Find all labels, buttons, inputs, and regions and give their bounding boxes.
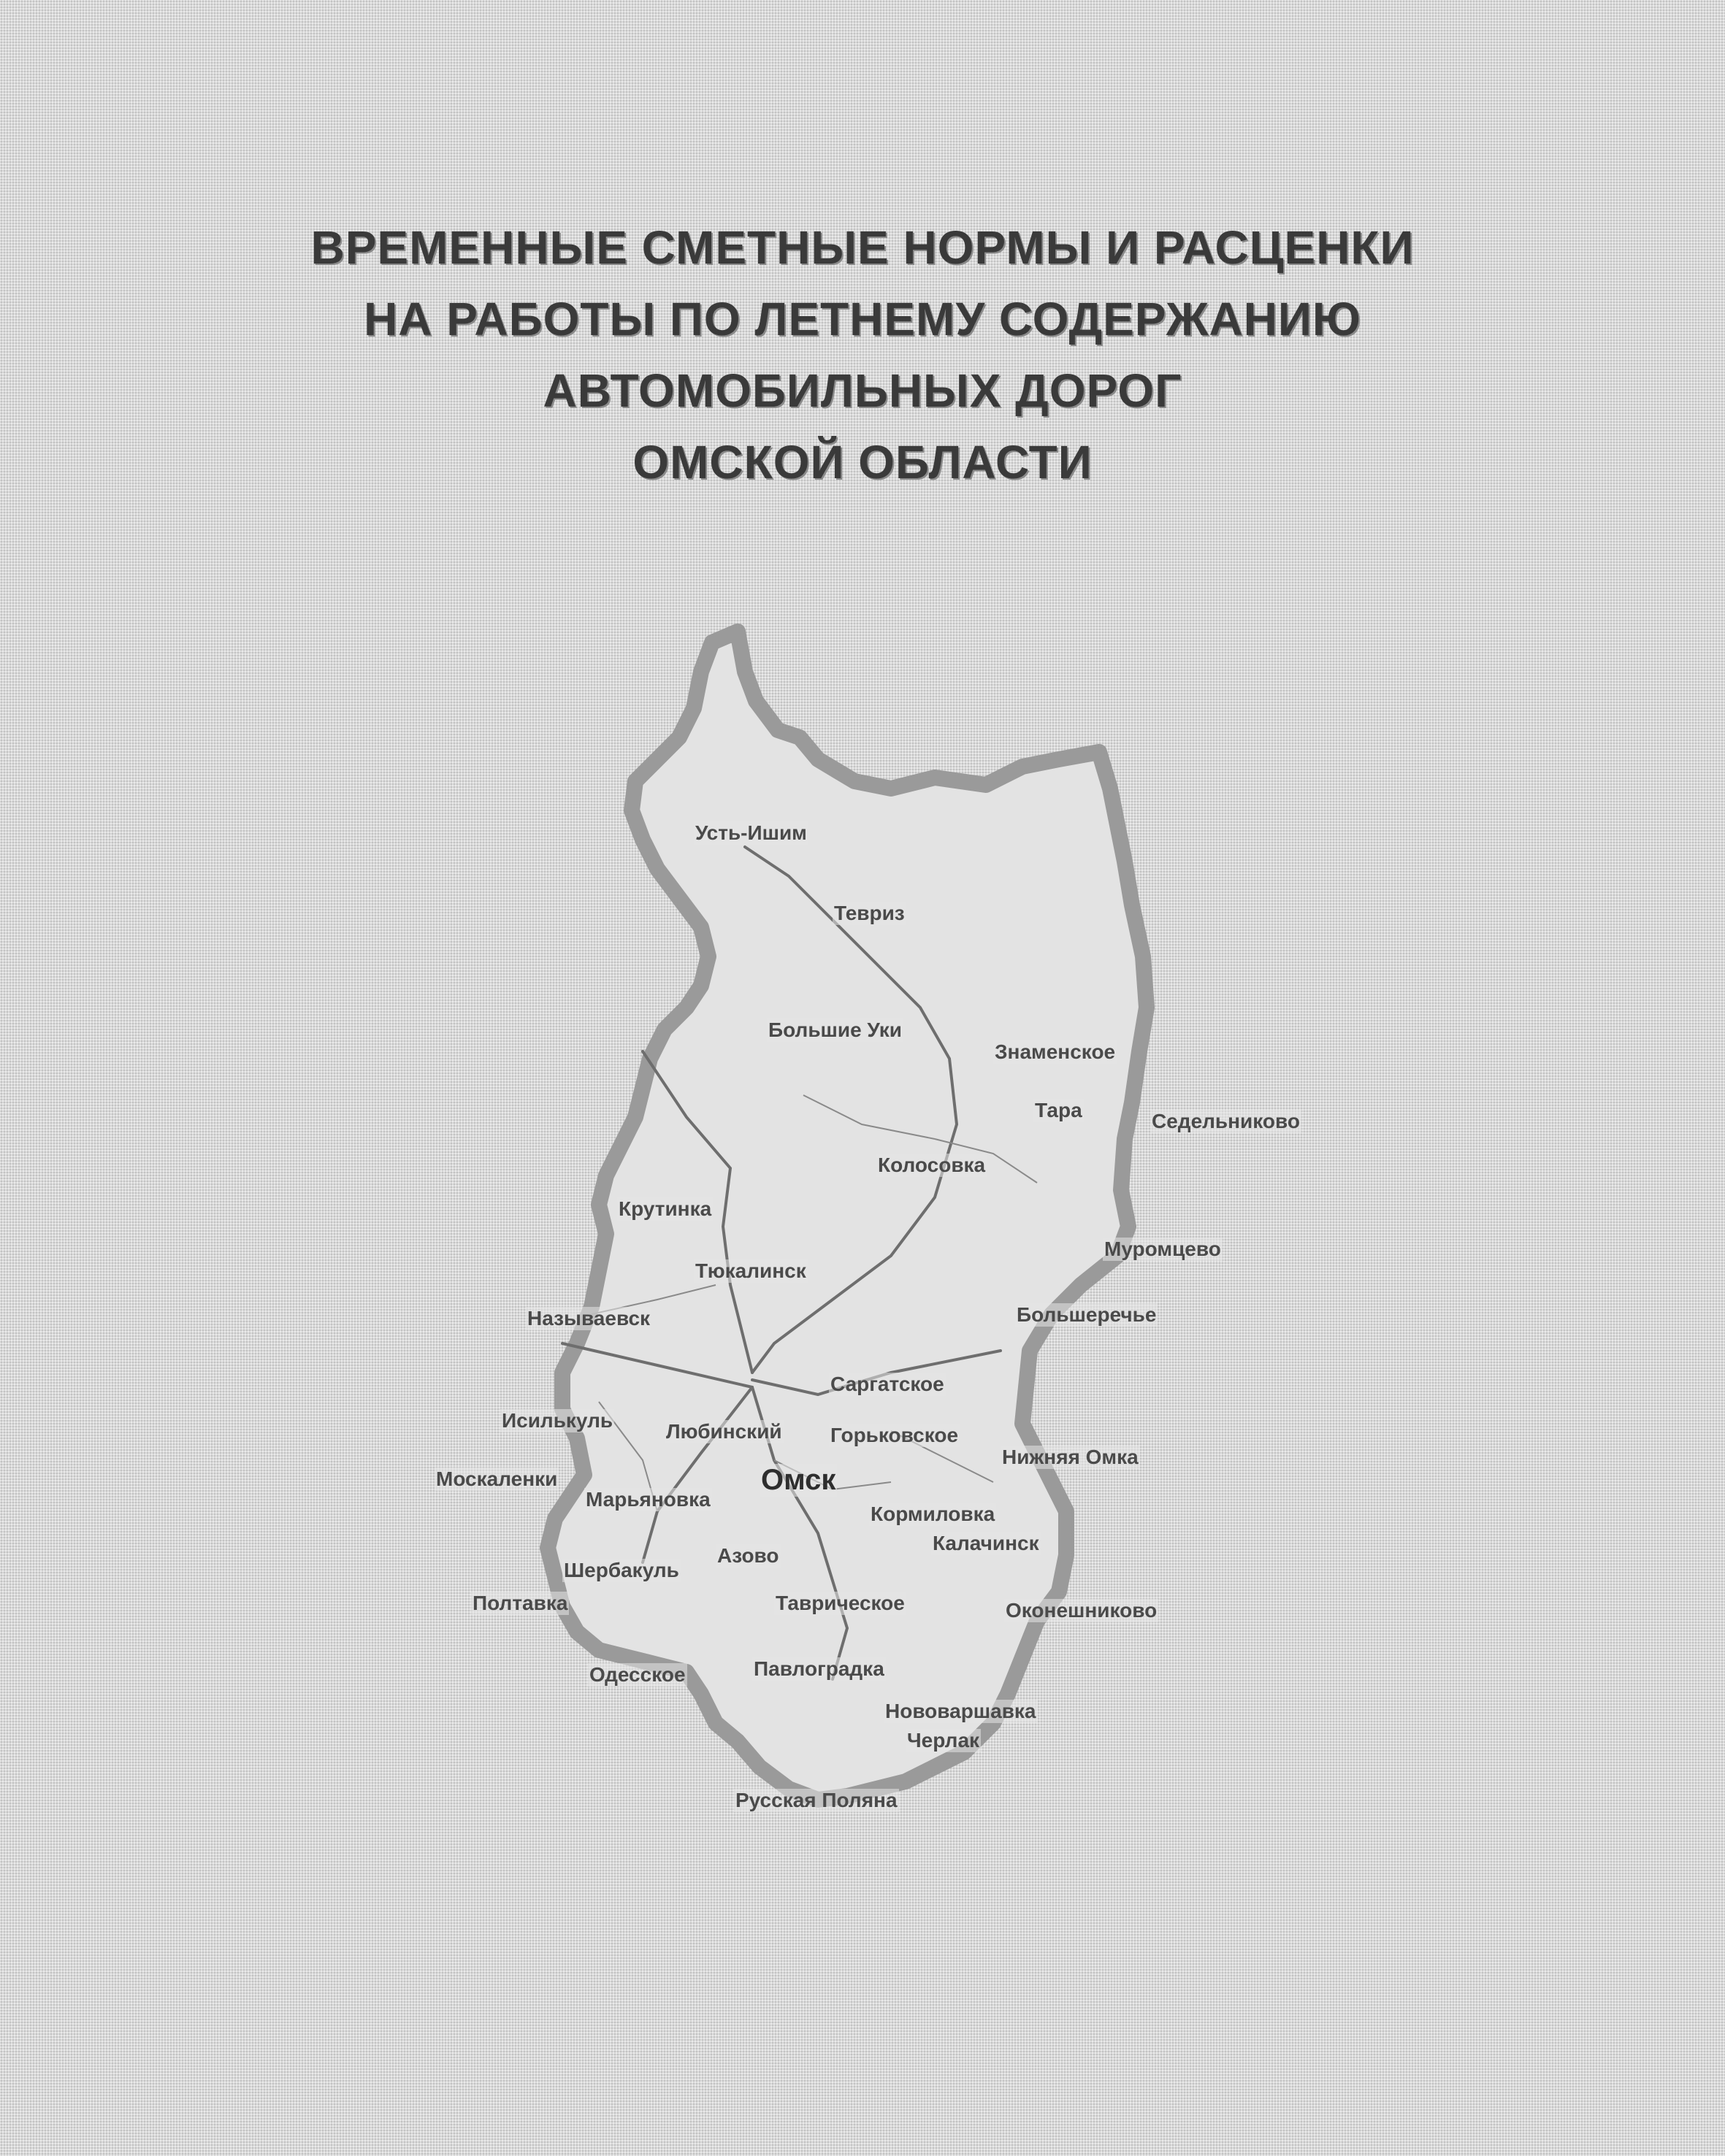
city-label-okoneshnikovo: Оконешниково [1006,1599,1158,1622]
city-label-kolosovka: Колосовка [878,1154,986,1176]
city-label-tara: Тара [1035,1099,1082,1121]
city-label-bolsherechye: Большеречье [1017,1303,1157,1326]
city-label-kormilovka: Кормиловка [871,1503,995,1525]
city-label-tevriz: Тевриз [834,902,905,924]
city-label-sargatskoe: Саргатское [830,1373,944,1395]
city-label-gorkovskoe: Горьковское [830,1424,959,1446]
city-label-kalachinsk: Калачинск [933,1532,1039,1554]
city-label-pavlogradka: Павлоградка [754,1657,884,1680]
title-line-4: ОМСКОЙ ОБЛАСТИ [632,436,1093,488]
city-label-znamenskoe: Знаменское [995,1040,1116,1063]
city-label-tavricheskoe: Таврическое [776,1592,905,1614]
document-title [0,212,1725,498]
omsk-region-map [380,613,1358,1891]
city-label-nizhnyaya-omka: Нижняя Омка [1002,1446,1139,1468]
city-label-sedelnikovo: Седельниково [1152,1110,1300,1132]
city-label-bolshie-uki: Большие Уки [768,1018,903,1041]
city-label-novovarshavka: Нововаршавка [885,1700,1036,1722]
title-line-1: ВРЕМЕННЫЕ СМЕТНЫЕ НОРМЫ И РАСЦЕНКИ [310,221,1415,274]
title-line-2: НА РАБОТЫ ПО ЛЕТНЕМУ СОДЕРЖАНИЮ [364,293,1361,345]
city-label-cherlak: Черлак [907,1729,980,1752]
city-label-moskalenki: Москаленки [436,1468,558,1490]
city-label-lyubinsky: Любинский [666,1420,782,1443]
city-label-tyukalinsk: Тюкалинск [695,1259,806,1282]
title-line-3: АВТОМОБИЛЬНЫХ ДОРОГ [543,364,1182,417]
city-label-russkaya-polyana: Русская Поляна [735,1789,898,1811]
city-label-azovo: Азово [717,1544,779,1567]
city-label-krutinka: Крутинка [619,1197,712,1220]
city-label-maryanovka: Марьяновка [586,1488,711,1511]
city-label-muromtsevo: Муромцево [1104,1238,1221,1260]
city-label-ust-ishim: Усть-Ишим [695,821,807,844]
city-label-omsk: Омск [761,1464,836,1496]
city-label-isilkul: Исилькуль [502,1409,613,1432]
city-label-poltavka: Полтавка [473,1592,568,1614]
city-label-odesskoe: Одесское [589,1663,686,1686]
city-label-nazyvaevsk: Называевск [527,1307,651,1330]
city-label-sherbakul: Шербакуль [564,1559,679,1581]
